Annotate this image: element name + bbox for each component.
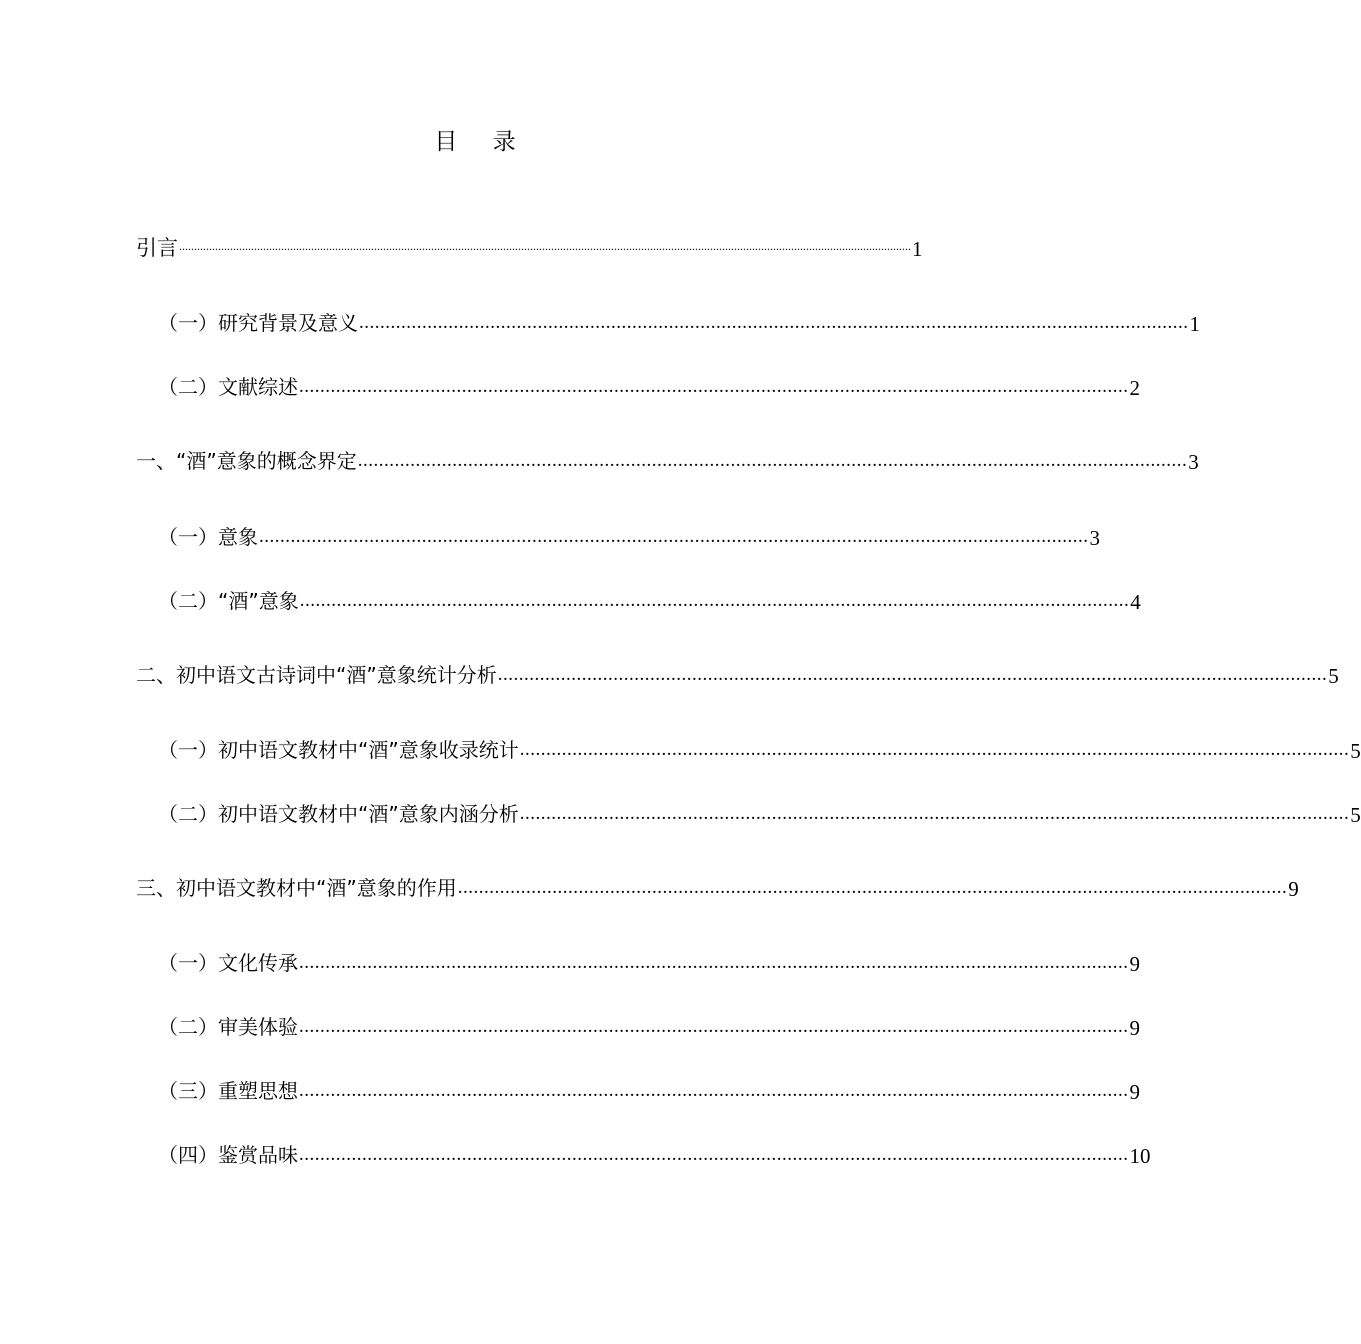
dot-leader: .................................................................................................................................................................................................................................................... — [179, 239, 911, 253]
toc-entry[interactable] — [158, 1073, 1140, 1105]
toc-entry-text: 引言 — [136, 236, 178, 260]
toc-entry-text: （三）重塑思想 — [158, 1079, 298, 1103]
dot-leader: .............................................................................................................................................................. — [299, 376, 1129, 397]
dot-leader: .............................................................................................................................................................. — [299, 590, 1130, 611]
toc-entry-text: （四）鉴赏品味 — [158, 1143, 298, 1167]
toc-entry[interactable] — [136, 443, 1199, 475]
toc-entry[interactable] — [158, 1137, 1151, 1169]
toc-entry-text: 二、初中语文古诗词中“酒”意象统计分析 — [136, 663, 497, 687]
toc-entry[interactable] — [158, 369, 1140, 401]
toc-page-number: 9 — [1288, 877, 1299, 901]
toc-entry[interactable] — [158, 732, 1361, 764]
dot-leader: .............................................................................................................................................................. — [259, 526, 1089, 547]
toc-entry[interactable] — [136, 870, 1299, 902]
toc-entry-text: （一）研究背景及意义 — [158, 311, 358, 335]
toc-page-number: 9 — [1129, 952, 1140, 976]
toc-page-number: 3 — [1188, 450, 1199, 474]
toc-entry[interactable] — [158, 945, 1140, 977]
dot-leader: .............................................................................................................................................................. — [299, 1144, 1129, 1165]
toc-page-number: 1 — [1189, 312, 1200, 336]
dot-leader: .............................................................................................................................................................. — [299, 1016, 1129, 1037]
toc-entry[interactable] — [158, 583, 1141, 615]
toc-page-number: 4 — [1130, 590, 1141, 614]
dot-leader: .............................................................................................................................................................. — [497, 664, 1328, 685]
toc-entry-text: （二）文献综述 — [158, 375, 298, 399]
toc-entry-text: （二）“酒”意象 — [158, 589, 299, 613]
toc-page-number: 9 — [1129, 1016, 1140, 1040]
toc-entry-text: （一）文化传承 — [158, 951, 298, 975]
toc-page-number: 5 — [1350, 739, 1361, 763]
toc-entry[interactable] — [158, 1009, 1140, 1041]
page-title: 目 录 — [434, 129, 530, 155]
dot-leader: .............................................................................................................................................................. — [519, 803, 1350, 824]
toc-page-number: 10 — [1129, 1144, 1151, 1168]
toc-entry[interactable] — [158, 519, 1100, 551]
dot-leader: .............................................................................................................................................................. — [299, 1080, 1129, 1101]
toc-page-number: 5 — [1328, 664, 1339, 688]
dot-leader: .............................................................................................................................................................. — [359, 312, 1189, 333]
toc-page-number: 9 — [1129, 1080, 1140, 1104]
toc-page-number: 2 — [1129, 376, 1140, 400]
dot-leader: .............................................................................................................................................................. — [457, 877, 1288, 898]
toc-entry-text: 一、“酒”意象的概念界定 — [136, 449, 357, 473]
toc-entry-text: （二）审美体验 — [158, 1015, 298, 1039]
toc-entry[interactable] — [136, 657, 1339, 689]
dot-leader: .............................................................................................................................................................. — [299, 952, 1129, 973]
toc-entry[interactable] — [158, 796, 1361, 828]
toc-entry-text: （一）初中语文教材中“酒”意象收录统计 — [158, 738, 519, 762]
dot-leader: .............................................................................................................................................................. — [519, 739, 1350, 760]
toc-entry-text: （一）意象 — [158, 525, 258, 549]
toc-entry-text: （二）初中语文教材中“酒”意象内涵分析 — [158, 802, 519, 826]
toc-page-number: 3 — [1089, 526, 1100, 550]
toc-page-number: 1 — [912, 237, 923, 261]
toc-entry-text: 三、初中语文教材中“酒”意象的作用 — [136, 876, 457, 900]
toc-entry[interactable] — [158, 305, 1200, 337]
toc-entry[interactable] — [136, 230, 923, 262]
toc-page-number: 5 — [1350, 803, 1361, 827]
dot-leader: .............................................................................................................................................................. — [357, 450, 1188, 471]
